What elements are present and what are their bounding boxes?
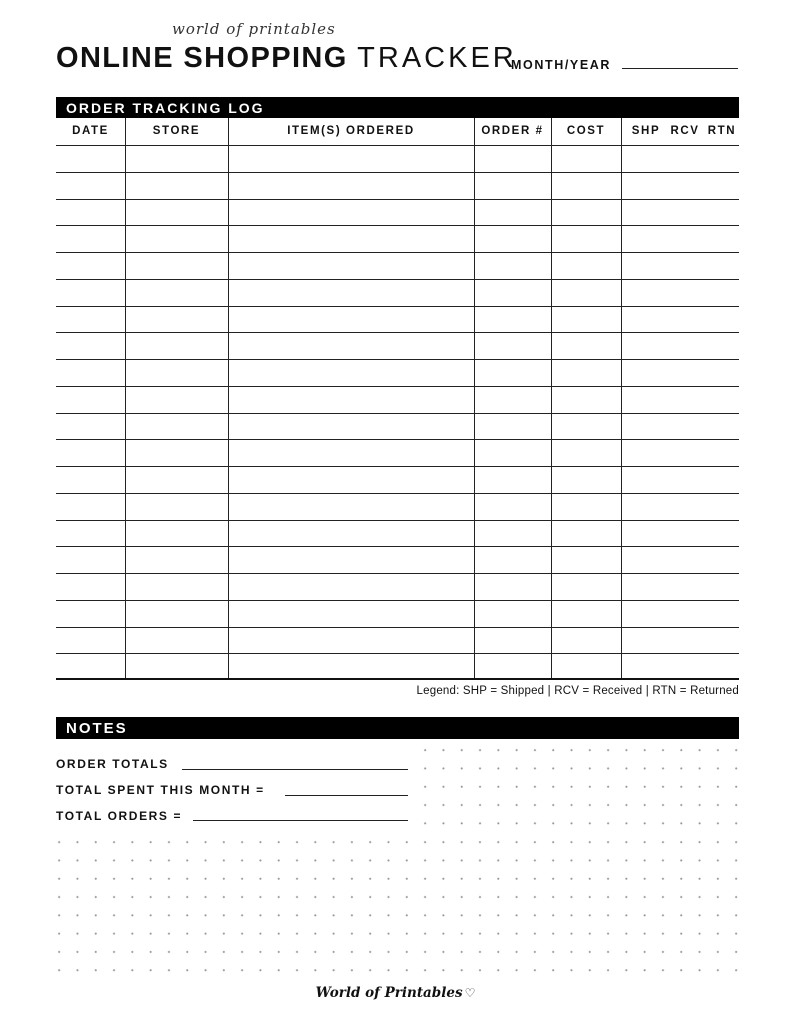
table-row[interactable]: [56, 225, 739, 226]
table-row[interactable]: [56, 573, 739, 574]
table-row[interactable]: [56, 413, 739, 414]
table-row[interactable]: [56, 332, 739, 333]
dot-grid-notes[interactable]: [50, 833, 741, 978]
column-header-store: STORE: [152, 125, 201, 137]
table-row[interactable]: [56, 653, 739, 654]
heart-icon: ♡: [464, 986, 476, 1000]
table-row[interactable]: [56, 627, 739, 628]
table-row[interactable]: [56, 546, 739, 547]
table-row[interactable]: [56, 172, 739, 173]
order-totals-label: ORDER TOTALS: [56, 757, 169, 771]
table-row[interactable]: [56, 466, 739, 467]
table-row[interactable]: [56, 199, 739, 200]
footer-brand: [0, 985, 791, 1001]
column-divider: [474, 118, 475, 680]
column-divider: [551, 118, 552, 680]
month-year-field[interactable]: [622, 68, 738, 69]
column-header-shp: SHP: [631, 125, 661, 137]
order-totals-field[interactable]: [182, 769, 408, 770]
table-bottom-border: [56, 678, 739, 680]
column-header-rtn: RTN: [707, 125, 737, 137]
table-row[interactable]: [56, 359, 739, 360]
column-divider: [621, 118, 622, 680]
table-row[interactable]: [56, 252, 739, 253]
column-header-rcv: RCV: [670, 125, 700, 137]
table-row[interactable]: [56, 520, 739, 521]
table-row[interactable]: [56, 493, 739, 494]
month-year-label: MONTH/YEAR: [511, 58, 612, 72]
title-bold: ONLINE SHOPPING: [56, 42, 348, 74]
column-header-order-number: ORDER #: [481, 125, 544, 137]
dot-grid-notes-right[interactable]: [418, 741, 741, 833]
table-row[interactable]: [56, 306, 739, 307]
table-row[interactable]: [56, 279, 739, 280]
column-divider: [228, 118, 229, 680]
table-row[interactable]: [56, 600, 739, 601]
brand-script-text: world of printables: [172, 20, 336, 38]
notes-header: NOTES: [56, 717, 739, 739]
column-header-cost: COST: [566, 125, 606, 137]
column-divider: [125, 118, 126, 680]
title-light: TRACKER: [357, 42, 517, 74]
total-orders-label: TOTAL ORDERS =: [56, 809, 183, 823]
total-spent-field[interactable]: [285, 795, 408, 796]
total-orders-field[interactable]: [193, 820, 408, 821]
table-row[interactable]: [56, 145, 739, 146]
total-spent-label: TOTAL SPENT THIS MONTH =: [56, 783, 265, 797]
order-tracking-log-header: ORDER TRACKING LOG: [56, 97, 739, 118]
legend-text: Legend: SHP = Shipped | RCV = Received | RTN = Returned: [416, 685, 739, 697]
order-tracking-table: [56, 118, 739, 680]
table-row[interactable]: [56, 439, 739, 440]
page-title: [56, 42, 517, 75]
column-header-date: DATE: [72, 125, 109, 137]
footer-brand-text: World of Printables: [315, 985, 463, 1001]
column-header-items: ITEM(S) ORDERED: [287, 125, 415, 137]
table-row[interactable]: [56, 386, 739, 387]
